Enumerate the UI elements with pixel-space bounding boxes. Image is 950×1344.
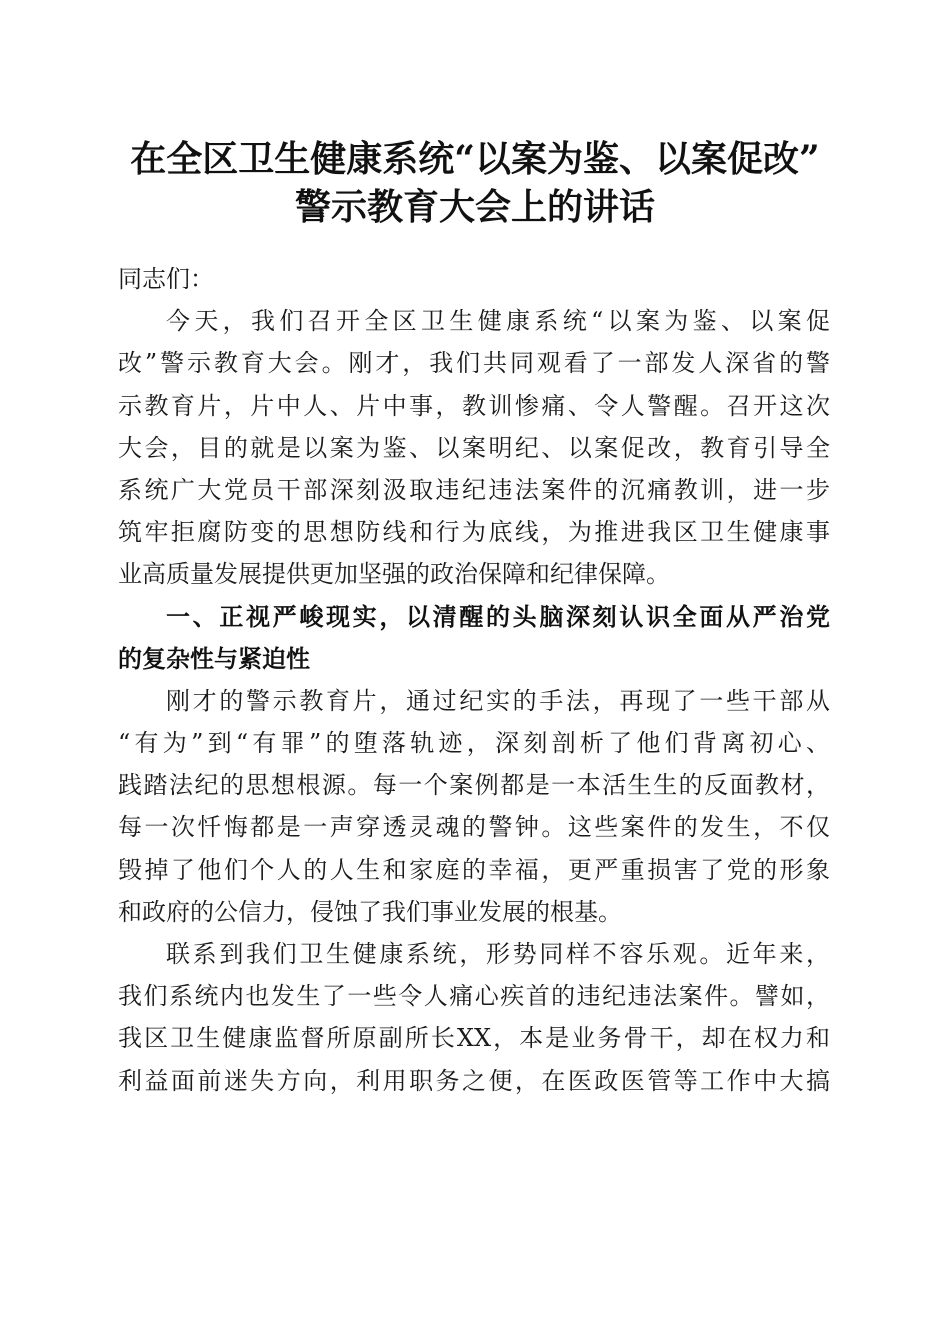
paragraph-3-line-2: 我们系统内也发生了一些令人痛心疾首的违纪违法案件。譬如， — [118, 982, 830, 1011]
paragraph-2-line-5: 毁掉了他们个人的人生和家庭的幸福，更严重损害了党的形象 — [118, 855, 830, 884]
document-body — [118, 258, 830, 1102]
paragraph-2-line-1: 刚才的警示教育片，通过纪实的手法，再现了一些干部从 — [166, 686, 830, 715]
salutation: 同志们： — [118, 265, 214, 293]
document-title-line-2: 警示教育大会上的讲话 — [294, 186, 655, 228]
paragraph-1-line-4: 大会，目的就是以案为鉴、以案明纪、以案促改，教育引导全 — [118, 433, 830, 462]
paragraph-1-line-2: 改”警示教育大会。刚才，我们共同观看了一部发人深省的警 — [118, 349, 830, 378]
paragraph-2-line-2: “有为”到“有罪”的堕落轨迹，深刻剖析了他们背离初心、 — [118, 729, 830, 758]
section-heading-line-1: 一、正视严峻现实，以清醒的头脑深刻认识全面从严治党 — [166, 602, 830, 631]
section-heading-line-2: 的复杂性与紧迫性 — [118, 644, 310, 673]
paragraph-1-line-3: 示教育片，片中人、片中事，教训惨痛、令人警醒。召开这次 — [118, 391, 830, 420]
paragraph-2-line-6: 和政府的公信力，侵蚀了我们事业发展的根基。 — [118, 897, 622, 926]
document-title-line-1: 在全区卫生健康系统“以案为鉴、以案促改” — [130, 138, 820, 180]
paragraph-2-line-4: 每一次忏悔都是一声穿透灵魂的警钟。这些案件的发生，不仅 — [118, 813, 830, 842]
paragraph-3-line-1: 联系到我们卫生健康系统，形势同样不容乐观。近年来， — [166, 940, 830, 968]
paragraph-2-line-3: 践踏法纪的思想根源。每一个案例都是一本活生生的反面教材， — [118, 771, 830, 800]
paragraph-1-line-1: 今天，我们召开全区卫生健康系统“以案为鉴、以案促 — [166, 307, 830, 336]
paragraph-1-line-6: 筑牢拒腐防变的思想防线和行为底线，为推进我区卫生健康事 — [118, 518, 830, 547]
paragraph-3-line-4: 利益面前迷失方向，利用职务之便，在医政医管等工作中大搞 — [118, 1066, 830, 1095]
paragraph-1-line-7: 业高质量发展提供更加坚强的政治保障和纪律保障。 — [118, 560, 670, 589]
paragraph-3-line-3: 我区卫生健康监督所原副所长XX，本是业务骨干，却在权力和 — [118, 1024, 830, 1053]
paragraph-1-line-5: 系统广大党员干部深刻汲取违纪违法案件的沉痛教训，进一步 — [118, 475, 830, 504]
